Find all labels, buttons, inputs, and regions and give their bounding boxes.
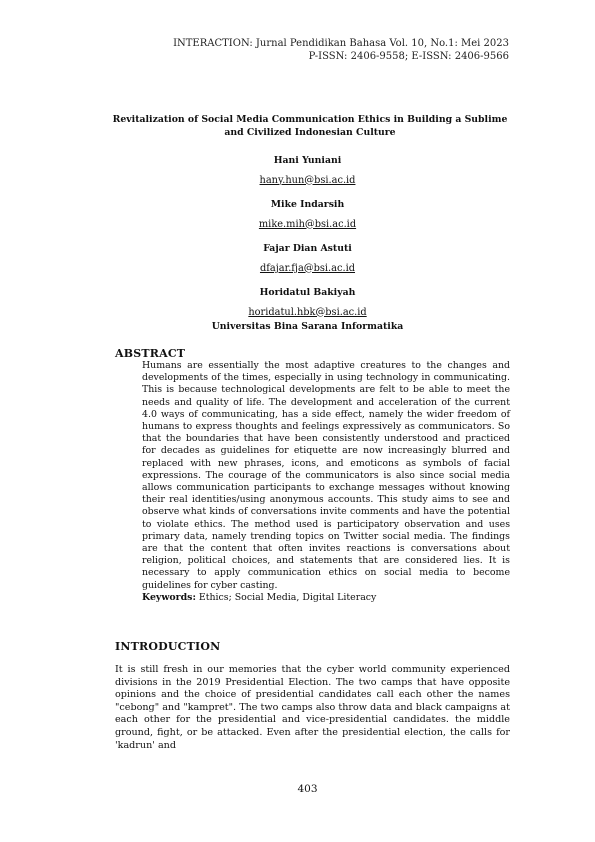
author-email-link[interactable]: dfajar.fja@bsi.ac.id [259,262,356,274]
abstract-section [142,360,510,604]
author-list [0,155,595,331]
author-block [0,199,595,231]
author-block [0,287,595,319]
abstract-heading: ABSTRACT [115,347,186,360]
page-number: 403 [297,783,318,795]
keywords-label: Keywords: [142,591,196,603]
author-block [0,155,595,187]
author-name: Hani Yuniani [273,155,342,166]
introduction-text: It is still fresh in our memories that the cyber world community experienced divisions in the 2019 Presidential Election. The two camps that have opposite opinions and the choice of presidential candidates call each other the names "cebong" and "kampret". The two camps also throw data and black campaigns at each other for the presidential and vice-presidential candidates. the middle ground, fight, or be attacked. Even after the presidential election, the calls for 'kadrun' and [115,664,510,751]
issn-info: P-ISSN: 2406-9558; E-ISSN: 2406-9566 [308,50,509,62]
title-line-1: Revitalization of Social Media Communication Ethics in Building a Sublime [112,114,508,125]
author-name: Mike Indarsih [270,199,345,210]
title-line-2: and Civilized Indonesian Culture [224,126,396,138]
journal-info: INTERACTION: Jurnal Pendidikan Bahasa Vol. 10, No.1: Mei 2023 [173,38,509,49]
running-header [173,38,509,63]
keywords-line [142,592,510,604]
introduction-section [115,664,510,752]
author-block [0,243,595,275]
affiliation: Universitas Bina Sarana Informatika [211,321,404,332]
keywords-text: Ethics; Social Media, Digital Literacy [198,591,377,603]
author-name: Horidatul Bakiyah [259,287,356,298]
author-name: Fajar Dian Astuti [263,243,352,254]
author-email-link[interactable]: mike.mih@bsi.ac.id [258,218,357,230]
author-email-link[interactable]: hany.hun@bsi.ac.id [259,174,356,186]
paper-title [110,114,510,139]
abstract-text: Humans are essentially the most adaptive creatures to the changes and developments of the times, especially in using technology in communicating. This is because technological developments are felt to be able to meet the needs and quality of life. The development and acceleration of the current 4.0 ways of communicating, has a side effect, namely the wider freedom of humans to express thoughts and feelings expressively as communicators. So that the boundaries that have been consistently understood and practiced for decades as guidelines for etiquette are now increasingly blurred and replaced with new phrases, icons, and emoticons as symbols of facial expressions. The courage of the communicators is also since social media allows communication participants to exchange messages without knowing their real identities/using anonymous accounts. This study aims to see and observe what kinds of conversations invite comments and have the potential to violate ethics. The method used is participatory observation and uses primary data, namely trending topics on Twitter social media. The findings are that the content that often invites reactions is conversations about religion, political choices, and statements that are considered lies. It is necessary to apply communication ethics on social media to become guidelines for cyber casting. [142,360,510,591]
author-email-link[interactable]: horidatul.hbk@bsi.ac.id [248,306,367,318]
introduction-heading: INTRODUCTION [115,640,221,653]
